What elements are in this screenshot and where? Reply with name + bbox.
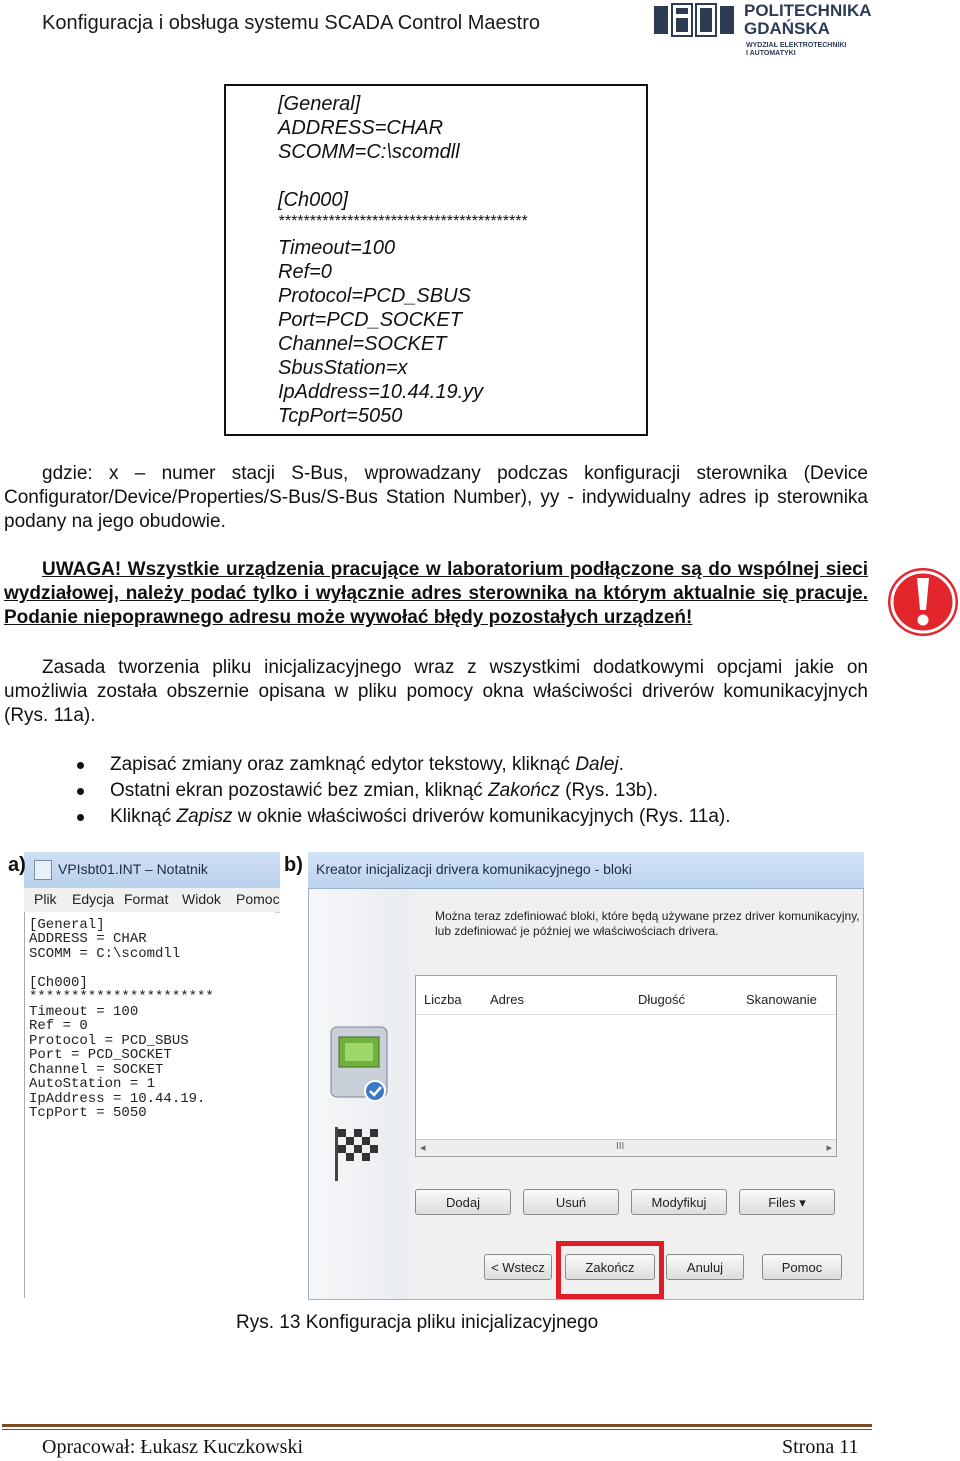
notepad-line: IpAddress = 10.44.19. bbox=[29, 1091, 206, 1107]
figure-b-wizard bbox=[284, 852, 864, 1300]
ini-line: ADDRESS=CHAR bbox=[278, 117, 444, 139]
back-button[interactable]: < Wstecz bbox=[484, 1254, 552, 1280]
list-item bbox=[0, 752, 900, 778]
notepad-line: Ref = 0 bbox=[29, 1018, 88, 1034]
blocks-table[interactable] bbox=[415, 975, 837, 1157]
notepad-line: Timeout = 100 bbox=[29, 1004, 139, 1020]
notepad-titlebar bbox=[24, 852, 280, 888]
header-title: Konfiguracja i obsługa systemu SCADA Control Maestro bbox=[42, 12, 541, 34]
finish-button[interactable]: Zakończ bbox=[565, 1254, 655, 1280]
footer-page-number: Strona 11 bbox=[782, 1436, 859, 1458]
figure-a-label: a) bbox=[8, 854, 26, 876]
bullet-icon bbox=[77, 814, 84, 821]
menu-item-edycja[interactable]: Edycja bbox=[72, 891, 115, 907]
wizard-title: Kreator inicjalizacji drivera komunikacyjnego - bloki bbox=[316, 861, 632, 877]
finish-highlight-frame bbox=[556, 1241, 664, 1299]
ini-code-box bbox=[224, 84, 648, 436]
logo-emblem-icon bbox=[652, 2, 736, 38]
logo-line1: POLITECHNIKA bbox=[744, 1, 872, 20]
list-emphasis: Zakończ bbox=[488, 780, 560, 801]
logo-line3: WYDZIAŁ ELEKTROTECHNIKI bbox=[746, 42, 847, 49]
menu-item-widok[interactable]: Widok bbox=[182, 891, 221, 907]
ini-line: Ref=0 bbox=[278, 261, 332, 283]
exclamation-warning-icon bbox=[886, 566, 960, 638]
column-header-dlugosc[interactable]: Długość bbox=[638, 992, 685, 1007]
ini-line: SCOMM=C:\scomdll bbox=[278, 141, 460, 163]
notepad-line: ADDRESS = CHAR bbox=[29, 931, 147, 947]
list-text: Kliknąć bbox=[110, 806, 177, 827]
list-text: (Rys. 13b). bbox=[559, 780, 659, 801]
wizard-titlebar bbox=[308, 852, 864, 888]
figure-b-label: b) bbox=[284, 854, 303, 876]
paragraph-text: gdzie: x – numer stacji S-Bus, wprowadzany podczas konfiguracji sterownika (Device Configurator/Device/Properties/S-Bus/S-Bus Station Number), yy - indywidualny adres ip sterownika podany na jego obudowie. bbox=[4, 463, 868, 532]
horizontal-scrollbar[interactable] bbox=[416, 1139, 836, 1156]
ini-line: Timeout=100 bbox=[278, 237, 396, 259]
ini-line: Channel=SOCKET bbox=[278, 333, 447, 355]
notepad-line: ********************** bbox=[29, 989, 214, 1005]
ini-line: IpAddress=10.44.19.yy bbox=[278, 381, 484, 403]
list-text: . bbox=[618, 754, 624, 775]
logo-line2: GDAŃSKA bbox=[744, 19, 830, 38]
column-header-liczba[interactable]: Liczba bbox=[424, 992, 462, 1007]
paragraph-init-rules bbox=[4, 656, 868, 728]
wizard-description-line: Można teraz zdefiniować bloki, które będą używane przez driver komunikacyjny, bbox=[435, 909, 860, 923]
ini-line: **************************************** bbox=[278, 213, 528, 230]
ini-line: SbusStation=x bbox=[278, 357, 408, 379]
list-text: w oknie właściwości driverów komunikacyjnych (Rys. 11a). bbox=[232, 806, 731, 827]
bullet-icon bbox=[77, 788, 84, 795]
notepad-line: AutoStation = 1 bbox=[29, 1076, 156, 1092]
instruction-list bbox=[0, 752, 900, 830]
list-text: Zapisać zmiany oraz zamknąć edytor tekstowy, kliknąć bbox=[110, 754, 576, 775]
paragraph-text: Zasada tworzenia pliku inicjalizacyjnego wraz z wszystkimi dodatkowymi opcjami jakie on umożliwia została obszernie opisana w pliku pomocy okna właściwości driverów komunikacyjnych (Rys. 11a). bbox=[4, 657, 868, 726]
wizard-main-panel bbox=[409, 889, 863, 1299]
ini-line: Protocol=PCD_SBUS bbox=[278, 285, 471, 307]
wizard-description bbox=[435, 909, 860, 939]
figure-a-notepad bbox=[8, 852, 280, 1300]
ini-line: Port=PCD_SOCKET bbox=[278, 309, 462, 331]
help-button[interactable]: Pomoc bbox=[762, 1254, 842, 1280]
logo-line4: I AUTOMATYKI bbox=[746, 50, 796, 57]
computer-icon bbox=[325, 1007, 395, 1117]
wizard-side-panel bbox=[309, 889, 409, 1299]
column-header-adres[interactable]: Adres bbox=[490, 992, 524, 1007]
university-logo bbox=[652, 0, 872, 60]
list-item bbox=[0, 778, 900, 804]
menu-item-format[interactable]: Format bbox=[124, 891, 169, 907]
notepad-line: TcpPort = 5050 bbox=[29, 1105, 147, 1121]
warning-text: UWAGA! Wszystkie urządzenia pracujące w laboratorium podłączone są do wspólnej sieci wydziałowej, należy podać tylko i wyłącznie adres sterownika na którym aktualnie się pracuje. Podanie niepoprawnego adresu może wywołać błędy pozostałych urządzeń! bbox=[4, 559, 868, 628]
list-emphasis: Zapisz bbox=[176, 806, 233, 827]
menu-item-pomoc[interactable]: Pomoc bbox=[236, 891, 280, 907]
list-item bbox=[0, 804, 900, 830]
bullet-icon bbox=[77, 762, 84, 769]
notepad-line: [Ch000] bbox=[29, 975, 88, 991]
notepad-title: VPIsbt01.INT – Notatnik bbox=[58, 861, 208, 877]
notepad-icon bbox=[34, 860, 52, 880]
notepad-menubar bbox=[24, 888, 280, 913]
paragraph-explanation bbox=[4, 462, 868, 534]
notepad-line: SCOMM = C:\scomdll bbox=[29, 946, 181, 962]
notepad-line: Port = PCD_SOCKET bbox=[29, 1047, 172, 1063]
ini-line: TcpPort=5050 bbox=[278, 405, 403, 427]
notepad-text-area[interactable] bbox=[24, 912, 275, 1298]
notepad-line: [General] bbox=[29, 917, 105, 933]
wizard-body bbox=[308, 888, 864, 1300]
list-emphasis: Dalej bbox=[575, 754, 619, 775]
column-header-skanowanie[interactable]: Skanowanie bbox=[746, 992, 817, 1007]
dropdown-arrow-icon: ▾ bbox=[799, 1195, 806, 1210]
menu-item-plik[interactable]: Plik bbox=[34, 891, 57, 907]
footer-rule bbox=[2, 1424, 872, 1427]
list-text: Ostatni ekran pozostawić bez zmian, kliknąć bbox=[110, 780, 489, 801]
scroll-thumb-grip[interactable]: III bbox=[616, 1141, 625, 1152]
modify-button[interactable]: Modyfikuj bbox=[631, 1189, 727, 1215]
ini-line: [Ch000] bbox=[278, 189, 349, 211]
scroll-left-icon[interactable]: ◂ bbox=[420, 1142, 426, 1154]
footer-rule-thin bbox=[2, 1429, 872, 1430]
wizard-description-line: lub zdefiniować je później we właściwościach drivera. bbox=[435, 924, 719, 938]
notepad-line: Channel = SOCKET bbox=[29, 1062, 164, 1078]
ini-line: [General] bbox=[278, 93, 361, 115]
notepad-line: Protocol = PCD_SBUS bbox=[29, 1033, 189, 1049]
delete-button[interactable]: Usuń bbox=[523, 1189, 619, 1215]
cancel-button[interactable]: Anuluj bbox=[666, 1254, 744, 1280]
add-button[interactable]: Dodaj bbox=[415, 1189, 511, 1215]
figure-caption: Rys. 13 Konfiguracja pliku inicjalizacyjnego bbox=[236, 1312, 599, 1333]
warning-paragraph bbox=[4, 558, 868, 630]
scroll-right-icon[interactable]: ▸ bbox=[826, 1142, 832, 1154]
footer-author: Opracował: Łukasz Kuczkowski bbox=[42, 1436, 304, 1458]
checkered-flag-icon bbox=[329, 1125, 389, 1185]
files-button[interactable]: Files ▾ bbox=[739, 1189, 835, 1215]
